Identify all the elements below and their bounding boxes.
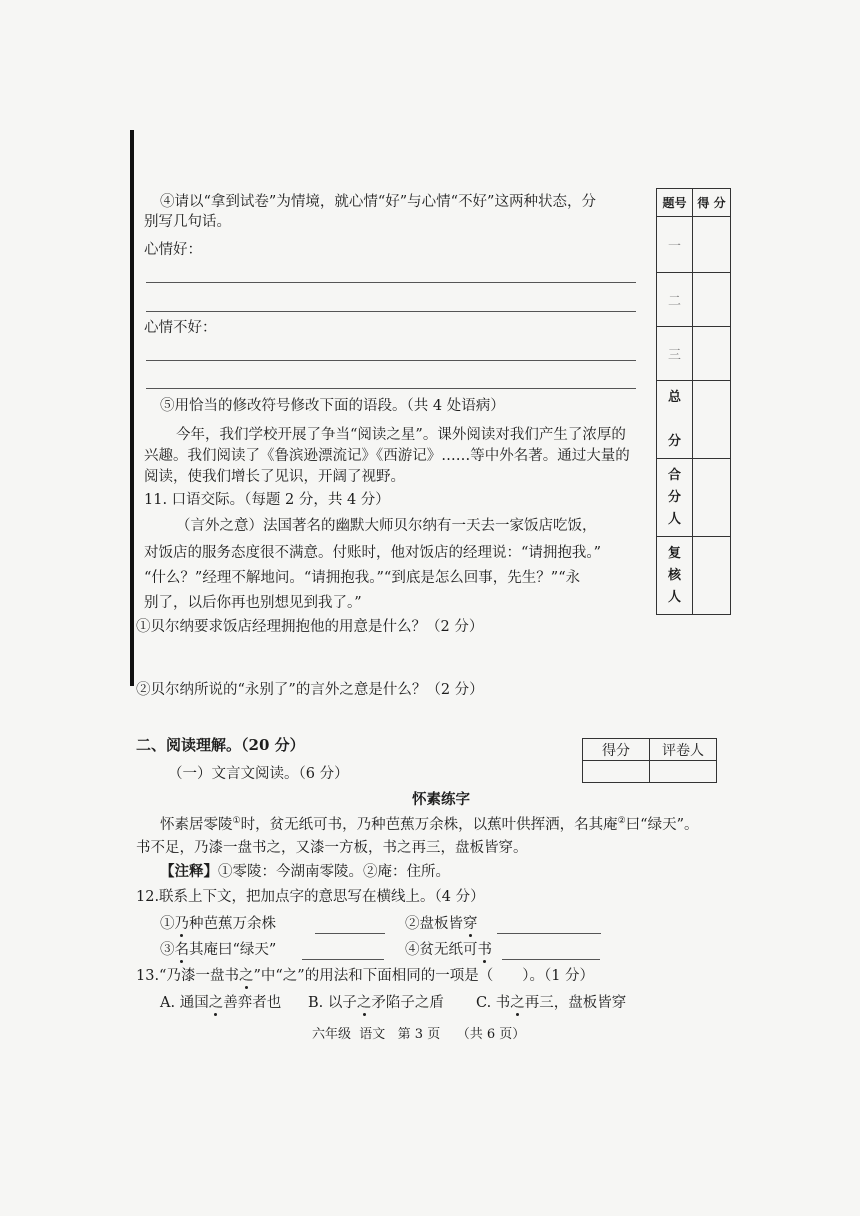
q13-option-c: C. 书之再三，盘板皆穿 xyxy=(476,995,627,1011)
score-cell-2[interactable] xyxy=(693,273,731,327)
score-cell-reviewer[interactable] xyxy=(693,537,731,615)
passage-notes: 【注释】①零陵：今湖南零陵。②庵：住所。 xyxy=(160,863,450,880)
passage-line1: 怀素居零陵①时，贫无纸可书，乃种芭蕉万余株，以蕉叶供挥洒，名其庵②曰“绿天”。 xyxy=(160,816,699,833)
passage-title: 怀素练字 xyxy=(412,791,470,808)
section2-sub-title: （一）文言文阅读。（6 分） xyxy=(168,766,349,782)
row-label-1: 一 xyxy=(657,217,693,273)
q12-item-1: ①乃种芭蕉万余株 xyxy=(160,916,276,932)
answer-line-good-2[interactable] xyxy=(146,311,636,312)
q5-paragraph-line1: 今年，我们学校开展了争当“阅读之星”。课外阅读对我们产生了浓厚的 xyxy=(176,427,626,443)
q13-title: 13.“乃漆一盘书之”中“之”的用法和下面相同的一项是（ ）。（1 分） xyxy=(136,968,595,984)
score-cell-total[interactable] xyxy=(693,381,731,459)
q11-title: 11. 口语交际。（每题 2 分，共 4 分） xyxy=(144,492,390,508)
q4-good-label: 心情好： xyxy=(144,242,202,258)
q11-story-line4: 别了，以后你再也别想见到我了。” xyxy=(144,595,362,611)
q11-story-line2: 对饭店的服务态度很不满意。付账时，他对饭店的经理说：“请拥抱我。” xyxy=(144,545,602,561)
score-cell-tallier[interactable] xyxy=(693,459,731,537)
row-label-reviewer: 复 核 人 xyxy=(657,537,693,615)
passage-line2: 书不足，乃漆一盘书之，又漆一方板，书之再三，盘板皆穿。 xyxy=(136,840,528,856)
q4-prompt-line2: 别写几句话。 xyxy=(144,214,231,230)
binding-line xyxy=(130,130,134,686)
score-cell-1[interactable] xyxy=(693,217,731,273)
score-summary-table xyxy=(656,188,731,615)
q13-option-b: B. 以子之矛陷子之盾 xyxy=(308,995,444,1011)
header-score: 得 分 xyxy=(693,189,731,217)
q12-item-3: ③名其庵曰“绿天” xyxy=(160,942,277,958)
q5-paragraph-line3: 阅读，使我们增长了见识，开阔了视野。 xyxy=(144,469,405,485)
row-label-tallier: 合 分 人 xyxy=(657,459,693,537)
row-label-total: 总 分 xyxy=(657,381,693,459)
answer-line-bad-1[interactable] xyxy=(146,360,636,361)
q12-item-2: ②盘板皆穿 xyxy=(405,916,478,932)
q11-sub-question-2: ②贝尔纳所说的“永别了”的言外之意是什么？（2 分） xyxy=(136,682,484,698)
q4-prompt-line1: ④请以“拿到试卷”为情境，就心情“好”与心情“不好”这两种状态，分 xyxy=(160,194,596,210)
q12-answer-line-2[interactable] xyxy=(497,933,601,934)
score-cell-3[interactable] xyxy=(693,327,731,381)
section2-score-box xyxy=(582,738,717,783)
score-box-header-grader: 评卷人 xyxy=(650,739,717,761)
q11-story-line1: （言外之意）法国著名的幽默大师贝尔纳有一天去一家饭店吃饭， xyxy=(176,518,597,534)
section2-title: 二、阅读理解。（20 分） xyxy=(136,736,305,754)
score-box-header-score: 得分 xyxy=(583,739,650,761)
score-box-score-cell[interactable] xyxy=(583,761,650,783)
answer-line-bad-2[interactable] xyxy=(146,388,636,389)
answer-line-good-1[interactable] xyxy=(146,282,636,283)
q12-answer-line-4[interactable] xyxy=(502,959,600,960)
q11-sub-question-1: ①贝尔纳要求饭店经理拥抱他的用意是什么？（2 分） xyxy=(136,619,484,635)
q5-prompt: ⑤用恰当的修改符号修改下面的语段。（共 4 处语病） xyxy=(160,398,505,414)
header-question-no: 题号 xyxy=(657,189,693,217)
row-label-3: 三 xyxy=(657,327,693,381)
q12-answer-line-3[interactable] xyxy=(302,959,384,960)
score-box-grader-cell[interactable] xyxy=(650,761,717,783)
page-footer: 六年级 语文 第 3 页 （共 6 页） xyxy=(312,1027,526,1042)
q13-option-a: A. 通国之善弈者也 xyxy=(160,995,282,1011)
q12-title: 12.联系上下文，把加点字的意思写在横线上。（4 分） xyxy=(136,889,485,905)
q12-item-4: ④贫无纸可书 xyxy=(405,942,492,958)
q11-story-line3: “什么？”经理不解地问。“请拥抱我。”“到底是怎么回事，先生？”“永 xyxy=(144,570,581,586)
q4-bad-label: 心情不好： xyxy=(144,320,217,336)
q12-answer-line-1[interactable] xyxy=(315,933,385,934)
q5-paragraph-line2: 兴趣。我们阅读了《鲁滨逊漂流记》《西游记》……等中外名著。通过大量的 xyxy=(144,448,630,464)
row-label-2: 二 xyxy=(657,273,693,327)
